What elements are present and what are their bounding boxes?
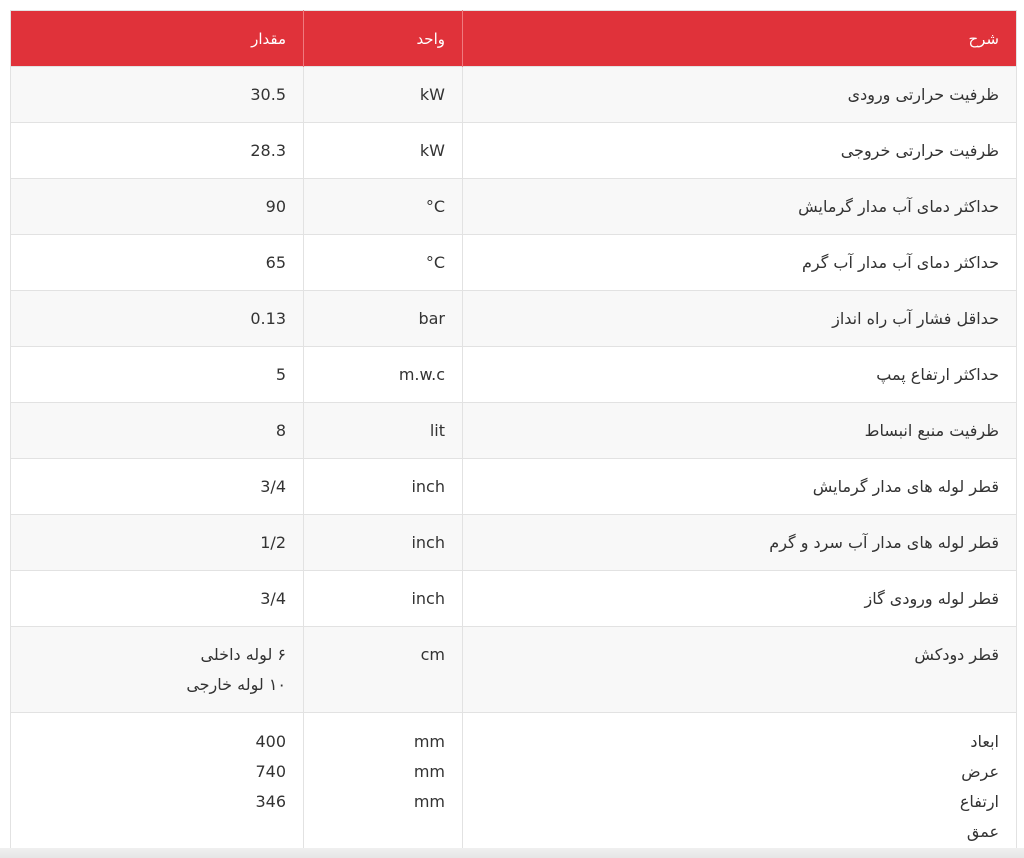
table-row [11, 713, 1017, 858]
cell-value-line: ۶ لوله داخلی [200, 645, 286, 664]
header-value: مقدار [11, 11, 304, 67]
cell-description-line: عرض [961, 762, 999, 781]
cell-description-line: عمق [966, 822, 999, 841]
cell-description: قطر دودکش [463, 627, 1017, 713]
cell-unit-line: mm [413, 792, 445, 811]
cell-description: حداقل فشار آب راه انداز [463, 291, 1017, 347]
cell-description-line: ارتفاع [959, 792, 999, 811]
page-bottom-edge [0, 848, 1024, 858]
cell-value: 30.5 [11, 67, 304, 123]
cell-unit: inch [304, 459, 463, 515]
cell-unit: inch [304, 571, 463, 627]
cell-description: قطر لوله های مدار گرمایش [463, 459, 1017, 515]
spec-table [10, 10, 1017, 858]
cell-value: 1/2 [11, 515, 304, 571]
table-row [11, 403, 1017, 459]
table-row [11, 179, 1017, 235]
table-row [11, 347, 1017, 403]
spec-table-header [11, 11, 1017, 67]
cell-value-line: ۱۰ لوله خارجی [186, 675, 286, 694]
cell-unit: kW [304, 67, 463, 123]
cell-value: 5 [11, 347, 304, 403]
table-row [11, 571, 1017, 627]
cell-description: حداکثر دمای آب مدار آب گرم [463, 235, 1017, 291]
table-row [11, 291, 1017, 347]
cell-value: 3/4 [11, 459, 304, 515]
cell-unit-line: mm [413, 762, 445, 781]
cell-description: ظرفیت حرارتی ورودی [463, 67, 1017, 123]
header-description: شرح [463, 11, 1017, 67]
cell-description: حداکثر ارتفاع پمپ [463, 347, 1017, 403]
table-row [11, 235, 1017, 291]
cell-unit: °C [304, 235, 463, 291]
cell-unit: inch [304, 515, 463, 571]
cell-unit-line: mm [413, 732, 445, 751]
table-row [11, 123, 1017, 179]
cell-value-line: 740 [255, 762, 286, 781]
table-row [11, 67, 1017, 123]
cell-unit: cm [304, 627, 463, 713]
table-row [11, 627, 1017, 713]
cell-value-line: 346 [255, 792, 286, 811]
cell-value: 0.13 [11, 291, 304, 347]
cell-unit: bar [304, 291, 463, 347]
cell-unit [304, 713, 463, 858]
cell-unit: °C [304, 179, 463, 235]
cell-value: 3/4 [11, 571, 304, 627]
cell-description: ظرفیت حرارتی خروجی [463, 123, 1017, 179]
cell-value: 90 [11, 179, 304, 235]
cell-description [463, 713, 1017, 858]
table-row [11, 459, 1017, 515]
cell-value: 65 [11, 235, 304, 291]
cell-value: 8 [11, 403, 304, 459]
cell-value [11, 713, 304, 858]
header-row [11, 11, 1017, 67]
table-row [11, 515, 1017, 571]
header-unit: واحد [304, 11, 463, 67]
cell-description: قطر لوله های مدار آب سرد و گرم [463, 515, 1017, 571]
cell-unit: kW [304, 123, 463, 179]
cell-value: 28.3 [11, 123, 304, 179]
cell-unit: m.w.c [304, 347, 463, 403]
cell-unit: lit [304, 403, 463, 459]
cell-description: قطر لوله ورودی گاز [463, 571, 1017, 627]
cell-description: حداکثر دمای آب مدار گرمایش [463, 179, 1017, 235]
cell-value [11, 627, 304, 713]
cell-description-line: ابعاد [970, 732, 999, 751]
cell-description: ظرفیت منبع انبساط [463, 403, 1017, 459]
cell-value-line: 400 [255, 732, 286, 751]
spec-table-body [11, 67, 1017, 858]
